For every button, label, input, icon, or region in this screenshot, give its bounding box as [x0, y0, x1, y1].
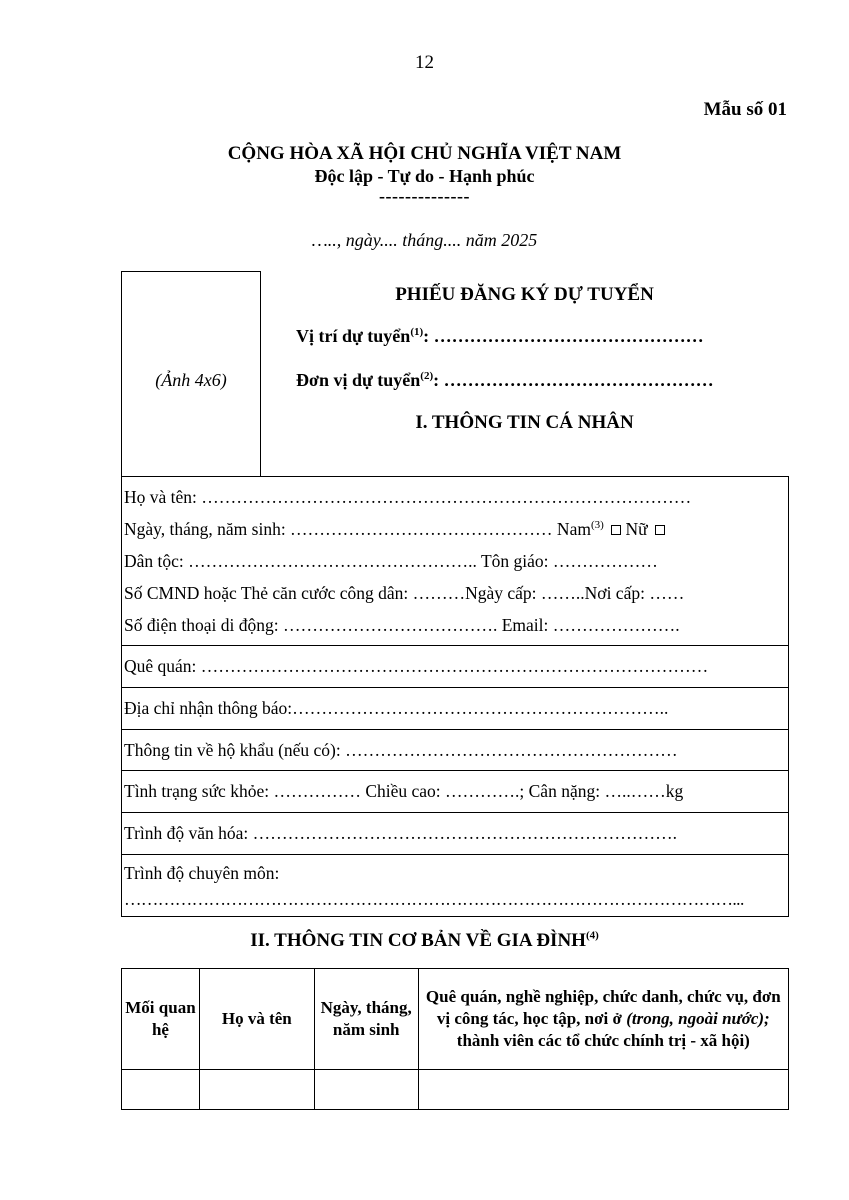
cell-relationship[interactable] [122, 1070, 200, 1110]
health-field: Tình trạng sức khỏe: …………… Chiều cao: ………….; Cân nặng: …..……kg [124, 781, 684, 801]
section2-footnote: (4) [585, 929, 599, 942]
cell-birth-date[interactable] [314, 1070, 418, 1110]
date-line: ….., ngày.... tháng.... năm 2025 [311, 230, 538, 250]
dob-gender-field [124, 519, 665, 540]
gender-footnote: (3) [590, 519, 604, 532]
col-full-name: Họ và tên [199, 969, 314, 1070]
family-table [121, 968, 789, 1110]
household-field: Thông tin về hộ khẩu (nếu có): ………………………………………………… [124, 740, 678, 760]
position-fill: : ……………………………………… [423, 326, 704, 346]
col-details-b: thành viên các tổ chức chính trị - xã hội) [456, 1031, 750, 1050]
section2-title-text: II. THÔNG TIN CƠ BẢN VỀ GIA ĐÌNH [250, 930, 586, 951]
female-checkbox [655, 525, 665, 535]
ethnicity-field: Dân tộc: ………………………………………….. Tôn giáo: ……………… [124, 551, 658, 571]
col-details-a: Quê quán, nghề nghiệp, chức danh, chức vụ, đơn vị công tác, học tập, nơi ở [425, 987, 781, 1028]
position-label: Vị trí dự tuyển [296, 326, 411, 346]
position-line [296, 326, 704, 347]
hometown-row [122, 645, 788, 676]
professional-row [122, 854, 788, 909]
id-card-field: Số CMND hoặc Thẻ căn cước công dân: ………Ngày cấp: ……..Nơi cấp: …… [124, 583, 685, 603]
dob-label: Ngày, tháng, năm sinh: ……………………………………… Nam [124, 519, 591, 539]
household-row [122, 729, 788, 760]
form-number: Mẫu số 01 [703, 99, 787, 120]
photo-label: (Ảnh 4x6) [155, 370, 227, 390]
photo-box [121, 271, 261, 476]
header-divider: -------------- [379, 186, 470, 206]
male-checkbox [611, 525, 621, 535]
education-field: Trình độ văn hóa: ………………………………………………………………. [124, 823, 678, 843]
position-footnote: (1) [410, 326, 424, 338]
section2-title [0, 930, 849, 952]
col-details [418, 969, 788, 1070]
col-relationship: Mối quan hệ [122, 969, 200, 1070]
form-title: PHIẾU ĐĂNG KÝ DỰ TUYỂN [395, 284, 654, 305]
unit-fill: : ……………………………………… [433, 370, 714, 390]
cell-full-name[interactable] [199, 1070, 314, 1110]
address-field: Địa chỉ nhận thông báo:……………………………………………………….. [124, 698, 669, 718]
cell-details[interactable] [418, 1070, 788, 1110]
page-number: 12 [415, 52, 434, 73]
family-table-header [122, 969, 789, 1070]
col-birth-date: Ngày, tháng, năm sinh [314, 969, 418, 1070]
unit-line [296, 370, 714, 391]
section1-title: I. THÔNG TIN CÁ NHÂN [415, 412, 634, 433]
motto: Độc lập - Tự do - Hạnh phúc [314, 166, 535, 186]
full-name-field: Họ và tên: ………………………………………………………………………… [124, 487, 692, 507]
personal-info-box [121, 476, 789, 917]
professional-fill: ………………………………………………………………………………………………... [124, 889, 744, 909]
family-table-row [122, 1070, 789, 1110]
phone-field: Số điện thoại di động: ………………………………. Email: …………………. [124, 615, 680, 635]
unit-footnote: (2) [420, 370, 434, 382]
nation-title: CỘNG HÒA XÃ HỘI CHỦ NGHĨA VIỆT NAM [227, 143, 622, 164]
health-row [122, 770, 788, 801]
female-label: Nữ [625, 519, 648, 539]
unit-label: Đơn vị dự tuyển [296, 370, 421, 390]
col-details-italic: (trong, ngoài nước); [626, 1009, 770, 1028]
address-row [122, 687, 788, 718]
hometown-field: Quê quán: …………………………………………………………………………… [124, 656, 709, 676]
professional-label: Trình độ chuyên môn: [124, 863, 280, 883]
education-row [122, 812, 788, 843]
